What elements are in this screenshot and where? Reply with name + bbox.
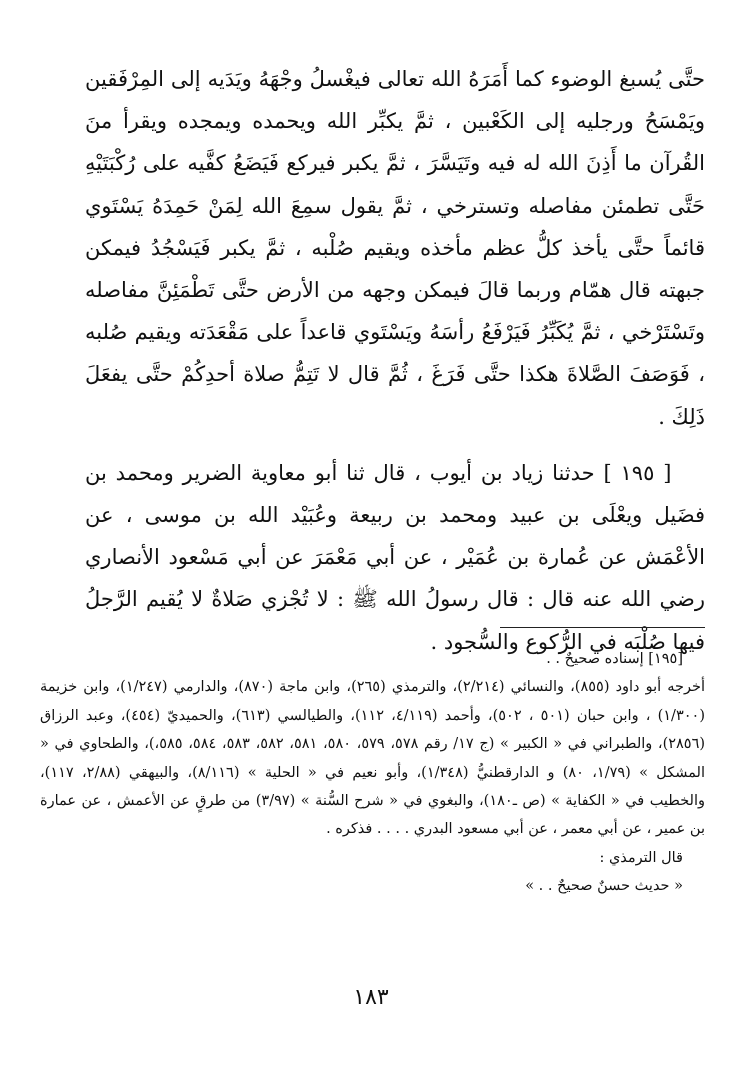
hadith-continuation-paragraph: حتَّى يُسبغ الوضوء كما أَمَرَهُ الله تعالى فيغْسلُ وجْهَهُ ويَدَيه إلى المِرْفَقين ويَمْسَحُ ورجليه إلى الكَعْبين ، ثمَّ يكبِّر الله ويحمده ويمجده ويقرأ منَ القُرآن ما أَذِنَ الله له فيه وتَيَسَّرَ ، ثمَّ يكبر فيركع فَيَضَعُ كفَّيه على رُكْبَتَيْهِ حَتَّى تطمئن مفاصله وتسترخي ، ثمَّ يقول سمِعَ الله لِمَنْ حَمِدَهُ يَسْتَوي قائماً حتَّى يأخذ كلُّ عظم مأخذه ويقيم صُلْبه ، ثمَّ يكبر فَيَسْجُدُ فيمكن جبهته قال همّام وربما قالَ فيمكن وجهه من الأرض حتَّى تَطْمَئِنَّ مفاصله وتَسْتَرْخي ، ثمَّ يُكَبِّرُ فَيَرْفَعُ رأسَهُ ويَسْتَوي قاعداً على مَقْعَدَته ويقيم صُلبه ، فَوَصَفَ الصَّلاةَ هكذا حتَّى فَرَغَ ، ثُمَّ قال لا تَتِمُّ صلاة أحدِكُمْ حتَّى يفعَلَ ذَلِكَ .: [85, 67, 705, 429]
page-number: ١٨٣: [353, 985, 389, 1010]
main-text: [85, 58, 705, 663]
footnote-tirmidhi-grade: « حديث حسنٌ صحيحٌ . . »: [525, 878, 683, 895]
footnote-divider: [500, 627, 705, 628]
footnote-tirmidhi-label: قال الترمذي :: [599, 849, 683, 866]
footnotes: [40, 645, 705, 901]
hadith-195-paragraph: [ ١٩٥ ] حدثنا زياد بن أيوب ، قال ثنا أبو معاوية الضرير ومحمد بن فضَيل ويعْلَى بن عبيد ومحمد بن ربيعة وعُبَيْد الله بن موسى ، عن الأعْمَش عن عُمارة بن عُمَيْر ، عن أبي مَعْمَرَ عن أبي مَسْعود الأنصاري رضي الله عنه قال : قال رسولُ الله ﷺ : لا تُجْزي صَلاةٌ لا يُقيم الرَّجلُ فيها صُلْبَه في الرُّكوع والسُّجود .: [85, 460, 705, 654]
footnote-isnad: [١٩٥] إسناده صحيحٌ . .: [546, 651, 683, 667]
footnote-takhrij: أخرجه أبو داود (٨٥٥)، والنسائي (٢/٢١٤)، والترمذي (٢٦٥)، وابن ماجة (٨٧٠)، والدارمي (١/٢٤٧)، وابن خزيمة (١/٣٠٠) ، وابن حبان (٥٠١ ، ٥٠٢)، وأحمد (٤/١١٩، ١١٢)، والطيالسي (٦١٣)، والحميديّ (٤٥٤)، وعبد الرزاق (٢٨٥٦)، والطبراني في « الكبير » (ج ١٧/ رقم ٥٧٨، ٥٧٩، ٥٨٠، ٥٨١، ٥٨٢، ٥٨٣، ٥٨٤، ٥٨٥،)، والطحاوي في « المشكل » (١/٧٩، ٨٠) و الدارقطنيُّ (١/٣٤٨)، وأبو نعيم في « الحلية » (٨/١١٦)، والبيهقي (٢/٨٨، ١١٧)، والخطيب في « الكفاية » (ص ـ١٨٠)، والبغوي في « شرح السُّنة » (٣/٩٧) من طرقٍ عن الأعمش ، عن عمارة بن عمير ، عن أبي معمر ، عن أبي مسعود البدري . . . . فذكره .: [40, 679, 706, 838]
